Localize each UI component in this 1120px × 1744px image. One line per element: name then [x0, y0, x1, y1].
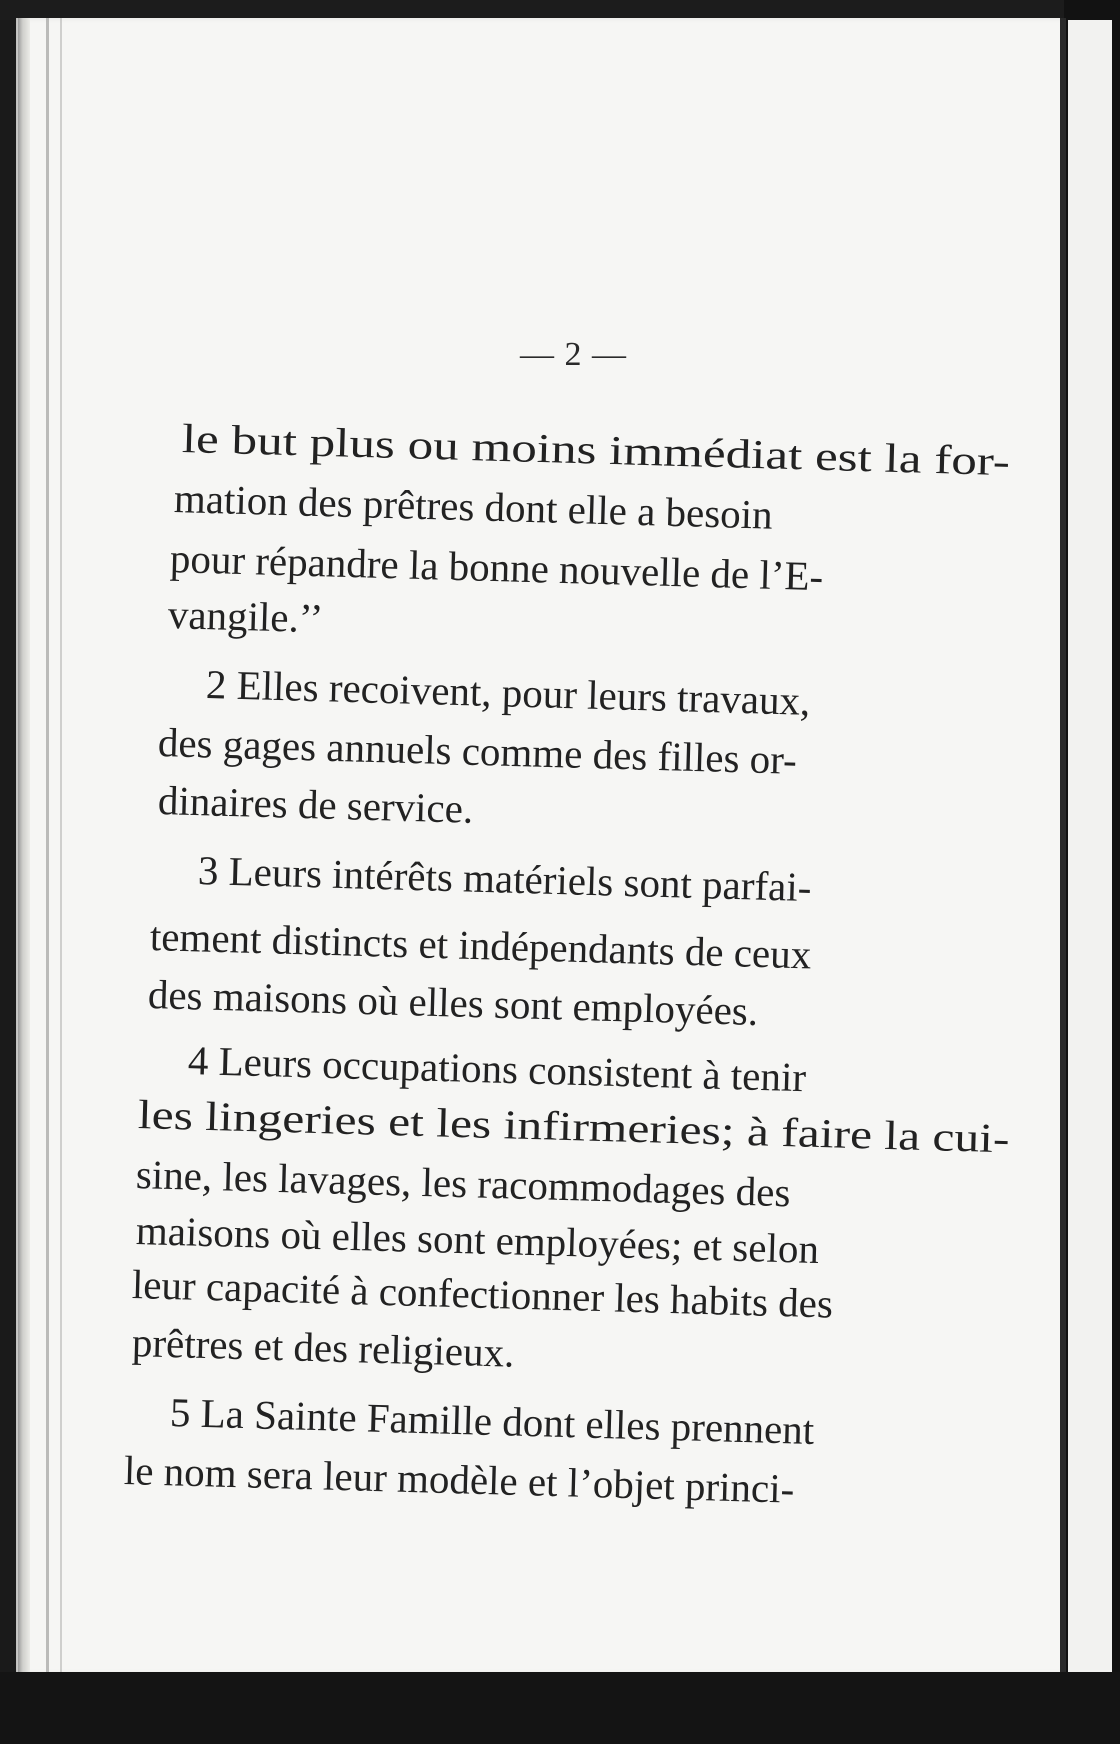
gutter-line [46, 18, 49, 1674]
text-line: 3 Leurs intérêts matériels sont parfai- [197, 847, 813, 911]
text-line: des gages annuels comme des filles or- [157, 719, 798, 783]
text-line: leur capacité à confectionner les habits des [131, 1261, 834, 1327]
scan-border-top [0, 0, 1120, 20]
page-right-edge [1060, 18, 1066, 1674]
text-line: pour répandre la bonne nouvelle de l’E- [169, 535, 824, 600]
text-line: prêtres et des religieux. [131, 1319, 516, 1376]
text-line: 5 La Sainte Famille dont elles prennent [169, 1389, 815, 1453]
text-line: des maisons où elles sont employées. [147, 971, 759, 1035]
text-line: mation des prêtres dont elle a besoin [173, 475, 774, 538]
page-binding-shadow [18, 18, 30, 1674]
text-line: les lingeries et les infirmeries; à faire la cui- [137, 1091, 1011, 1162]
text-line: vangile.’’ [167, 591, 324, 642]
page-number: — 2 — [520, 336, 627, 373]
text-line: maisons où elles sont employées; et selon [135, 1207, 820, 1273]
text-line: le nom sera leur modèle et l’objet princi- [123, 1447, 795, 1512]
text-line: 4 Leurs occupations consistent à tenir [187, 1037, 807, 1101]
text-line: le but plus ou moins immédiat est la for- [181, 415, 1011, 485]
text-line: sine, les lavages, les racommodages des [135, 1151, 792, 1216]
gutter-line-inner [60, 18, 62, 1674]
scan-border-bottom [0, 1672, 1120, 1744]
text-line: dinaires de service. [157, 777, 474, 832]
adjacent-page-edge [1068, 20, 1112, 1672]
text-line: tement distincts et indépendants de ceux [149, 913, 812, 978]
text-line: 2 Elles recoivent, pour leurs travaux, [205, 661, 811, 724]
